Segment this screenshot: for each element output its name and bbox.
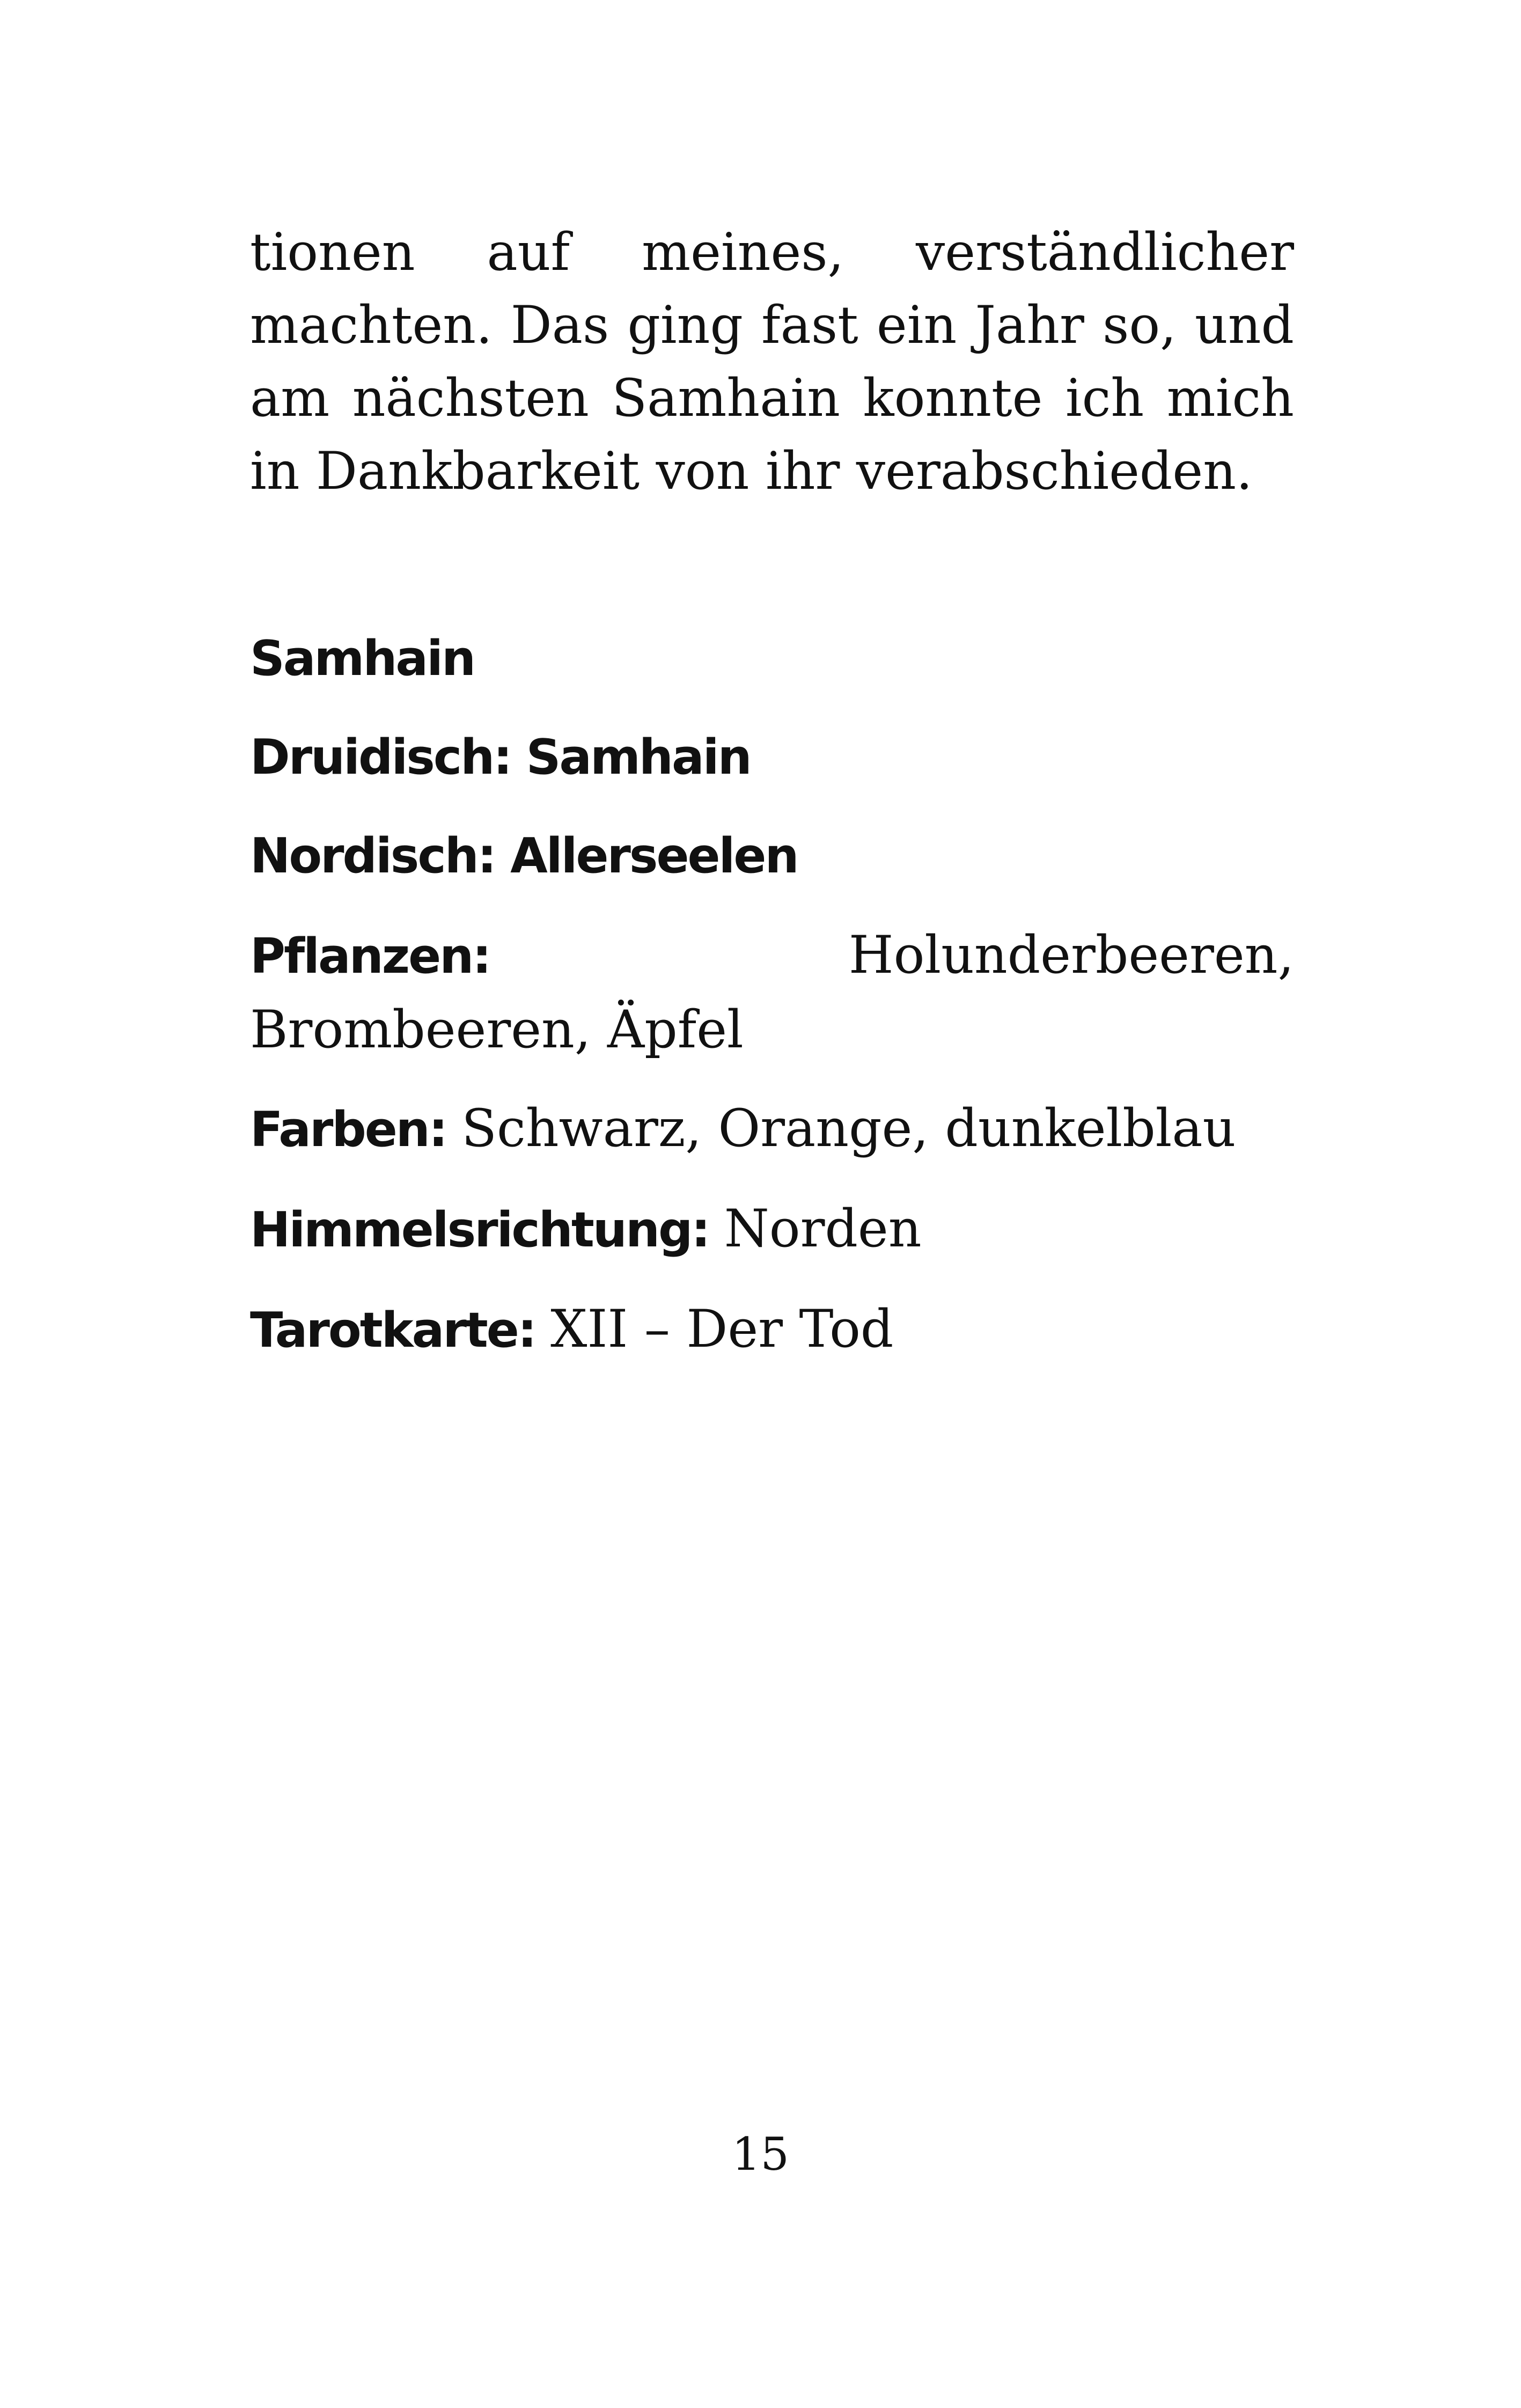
tarotkarte-label: Tarotkarte: (250, 1302, 551, 1359)
section-title: Samhain (250, 630, 475, 687)
tarotkarte-value: XII – Der Tod (550, 1299, 894, 1359)
himmelsrichtung-line (250, 1192, 1294, 1267)
himmelsrichtung-value: Norden (724, 1199, 922, 1259)
page-number: 15 (732, 2128, 789, 2181)
himmelsrichtung-label: Himmelsrichtung: (250, 1202, 724, 1258)
pflanzen-line (250, 919, 1294, 1066)
nordisch-line: Nordisch: Allerseelen (250, 828, 798, 884)
pflanzen-value: Holunderbeeren, Brombeeren, Äpfel (250, 925, 1294, 1060)
farben-label: Farben: (250, 1102, 462, 1158)
pflanzen-label: Pflanzen: (250, 928, 849, 985)
druidisch-line: Druidisch: Samhain (250, 729, 751, 785)
samhain-info-block (250, 622, 1294, 1367)
farben-line (250, 1092, 1294, 1166)
body-paragraph: tionen auf meines, verständlicher machten. Das ging fast ein Jahr so, und am nächsten Samhain konnte ich mich in Dankbarkeit von ihr verabschieden. (250, 222, 1294, 501)
tarotkarte-line (250, 1293, 1294, 1367)
farben-value: Schwarz, Orange, dunkelblau (461, 1098, 1236, 1158)
